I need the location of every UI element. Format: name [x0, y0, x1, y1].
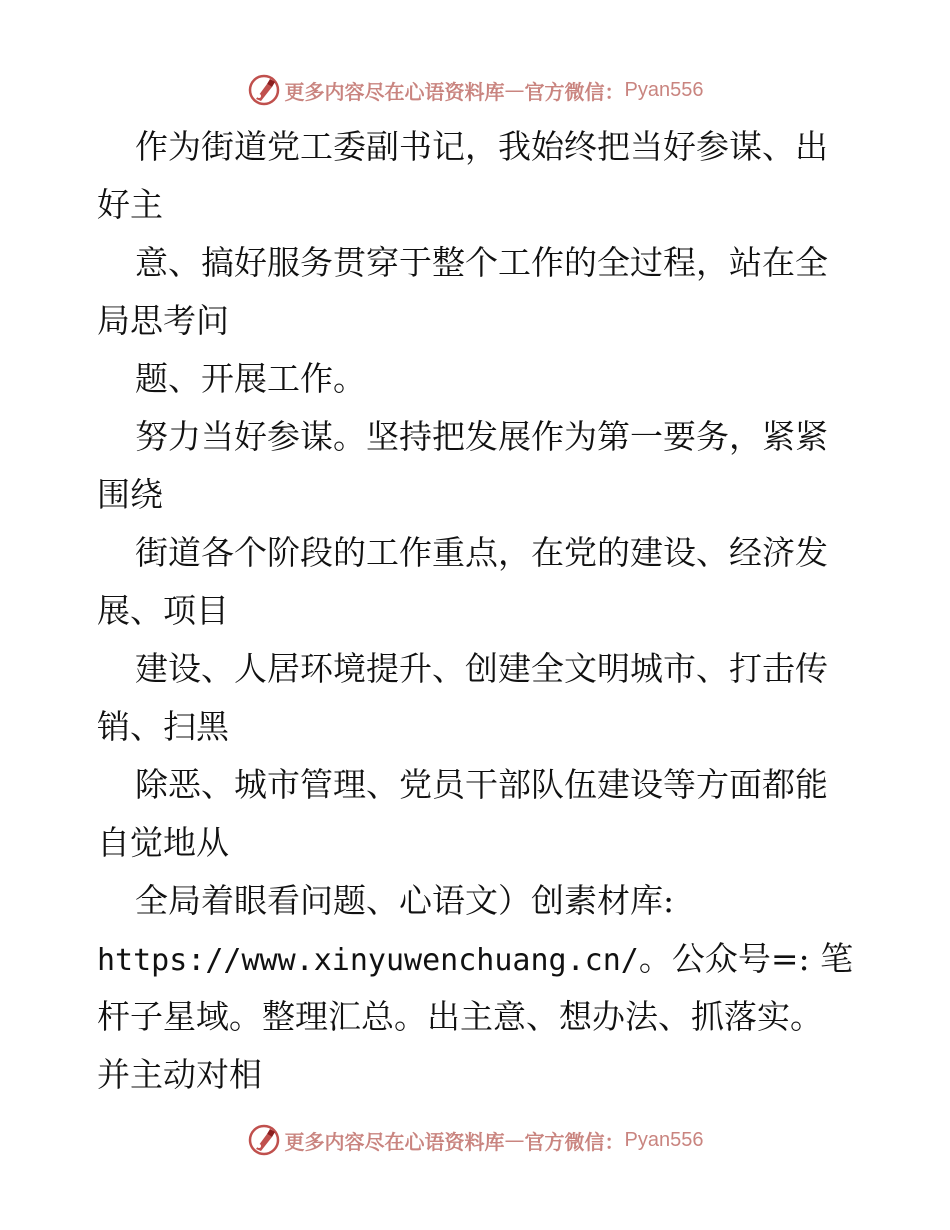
- text-line: 努力当好参谋。坚持把发展作为第一要务，紧紧: [135, 417, 828, 456]
- watermark-prefix: 更多内容尽在心语资料库: [284, 79, 505, 104]
- text-line: 作为街道党工委副书记，我始终把当好参谋、出: [135, 127, 828, 166]
- text-line: 街道各个阶段的工作重点，在党的建设、经济发: [135, 533, 828, 572]
- text-line: 题、开展工作。: [135, 359, 366, 398]
- text-line: 意、搞好服务贯穿于整个工作的全过程，站在全: [135, 243, 828, 282]
- watermark-id: Pyan556: [624, 78, 704, 101]
- watermark-middle: 官方微信：: [524, 1129, 625, 1154]
- watermark-id: Pyan556: [624, 1128, 704, 1151]
- watermark-prefix: 更多内容尽在心语资料库: [284, 1129, 505, 1154]
- text-line: 并主动对相: [97, 1055, 262, 1094]
- watermark-separator: —: [504, 78, 525, 102]
- text-line: 展、项目: [97, 591, 229, 630]
- url-link[interactable]: https://www.xinyuwenchuang.cn/: [97, 943, 639, 978]
- footer-watermark: [0, 1120, 950, 1160]
- pen-nib-logo-icon: [247, 73, 281, 107]
- text-line: 杆子星域。整理汇总。出主意、想办法、抓落实。: [97, 997, 823, 1036]
- text-line: 销、扫黑: [97, 707, 229, 746]
- watermark-separator: —: [504, 1128, 525, 1152]
- text-line: 除恶、城市管理、党员干部队伍建设等方面都能: [135, 765, 828, 804]
- text-line: 围绕: [97, 475, 163, 514]
- text-line: 建设、人居环境提升、创建全文明城市、打击传: [135, 649, 828, 688]
- header-watermark: [0, 70, 950, 110]
- pen-nib-logo-icon: [247, 1123, 281, 1157]
- watermark-middle: 官方微信：: [524, 79, 625, 104]
- document-body: [97, 118, 857, 1104]
- text-line: 好主: [97, 185, 163, 224]
- text-line-url: [97, 930, 857, 988]
- text-line: 自觉地从: [97, 823, 229, 862]
- text-fragment: 。公众号=: 笔: [638, 939, 854, 978]
- text-line: 局思考问: [97, 301, 229, 340]
- text-line: 全局着眼看问题、心语文）创素材库:: [135, 881, 675, 920]
